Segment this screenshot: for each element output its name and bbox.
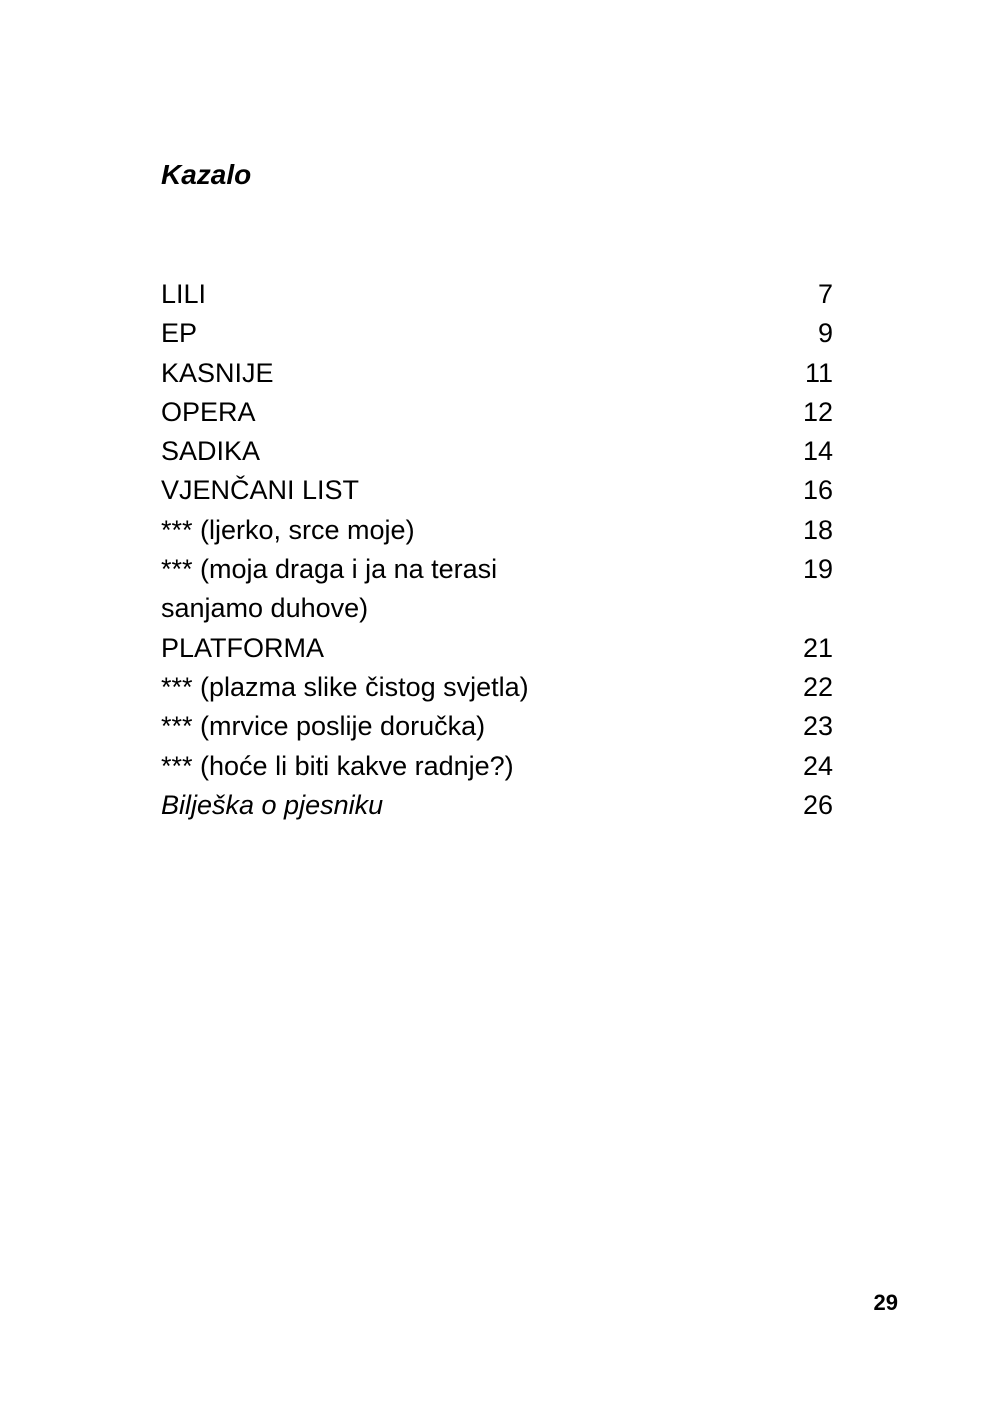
toc-entry-page: 19 bbox=[802, 554, 833, 585]
page-number: 29 bbox=[873, 1290, 898, 1315]
toc-entry-mrvice[interactable] bbox=[161, 707, 833, 746]
toc-entry-page: 12 bbox=[802, 396, 833, 427]
toc-entry-title: *** (moja draga i ja na terasi sanjamo duhove) bbox=[161, 554, 498, 624]
toc-entry-sadika[interactable] bbox=[161, 432, 833, 471]
toc-entry-lili[interactable] bbox=[161, 275, 833, 314]
toc-entry-moja-draga[interactable] bbox=[161, 550, 833, 629]
toc-entry-ep[interactable] bbox=[161, 314, 833, 353]
toc-entry-title: LILI bbox=[161, 279, 207, 309]
toc-entry-title: OPERA bbox=[161, 396, 256, 427]
toc-entry-title: PLATFORMA bbox=[161, 632, 325, 663]
toc-entry-title: *** (mrvice poslije doručka) bbox=[161, 711, 486, 742]
toc-entry-vjencani-list[interactable] bbox=[161, 471, 833, 510]
toc-entry-title: Bilješka o pjesniku bbox=[161, 789, 384, 820]
toc-entry-title: *** (plazma slike čistog svjetla) bbox=[161, 671, 529, 702]
toc-entry-plazma-slike[interactable] bbox=[161, 668, 833, 707]
toc-entry-page: 11 bbox=[804, 357, 833, 388]
toc-entry-page: 9 bbox=[817, 318, 833, 349]
toc-entry-title: VJENČANI LIST bbox=[161, 475, 360, 506]
toc-entry-opera[interactable] bbox=[161, 393, 833, 432]
toc-entry-biljeska-o-pjesniku[interactable] bbox=[161, 786, 833, 825]
toc-entry-hoce-li-biti[interactable] bbox=[161, 747, 833, 786]
toc-entry-page: 18 bbox=[802, 514, 833, 545]
toc-entry-page: 24 bbox=[802, 750, 833, 781]
toc-entry-title: *** (hoće li biti kakve radnje?) bbox=[161, 750, 514, 781]
toc-entry-page: 22 bbox=[802, 671, 833, 702]
toc-entry-page: 7 bbox=[817, 279, 833, 309]
toc-entry-title: KASNIJE bbox=[161, 357, 274, 388]
toc-entry-page: 26 bbox=[802, 789, 833, 820]
table-of-contents bbox=[161, 275, 833, 825]
toc-entry-platforma[interactable] bbox=[161, 629, 833, 668]
toc-entry-page: 14 bbox=[802, 436, 833, 467]
toc-entry-title: *** (ljerko, srce moje) bbox=[161, 514, 415, 545]
toc-entry-title: SADIKA bbox=[161, 436, 261, 467]
toc-entry-page: 23 bbox=[802, 711, 833, 742]
toc-entry-page: 16 bbox=[802, 475, 833, 506]
toc-entry-page: 21 bbox=[802, 632, 833, 663]
toc-entry-title: EP bbox=[161, 318, 198, 349]
toc-entry-kasnije[interactable] bbox=[161, 354, 833, 393]
page-title: Kazalo bbox=[161, 159, 252, 190]
toc-entry-ljerko-srce-moje[interactable] bbox=[161, 511, 833, 550]
